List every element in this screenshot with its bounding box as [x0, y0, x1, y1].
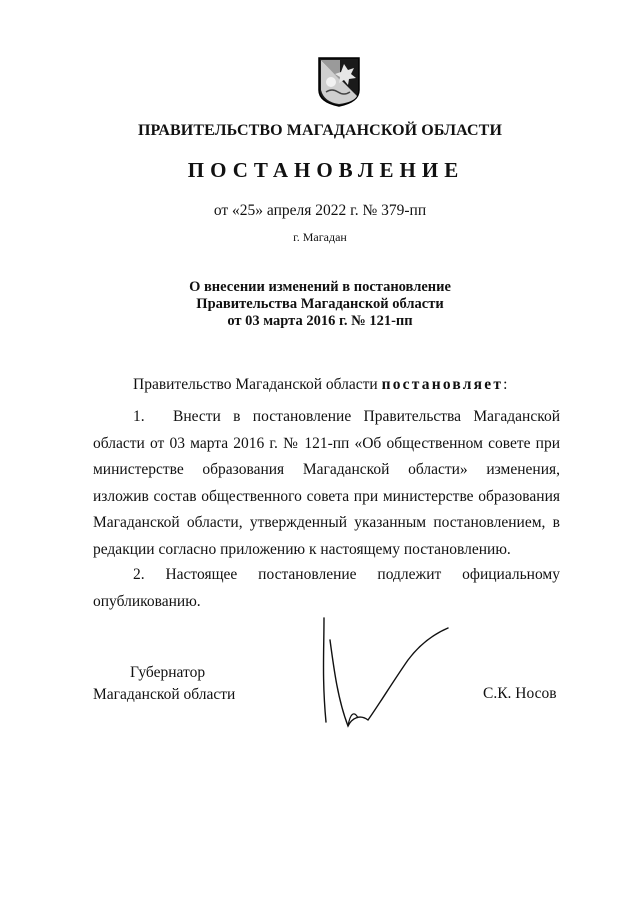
coat-of-arms-icon — [316, 56, 362, 108]
intro-colon: : — [503, 376, 508, 393]
document-city: г. Магадан — [293, 230, 347, 244]
signatory-title — [93, 662, 235, 706]
signatory-title-line: Магаданской области — [93, 686, 236, 703]
document-type: ПОСТАНОВЛЕНИЕ — [187, 158, 465, 182]
signatory-title-line: Губернатор — [130, 664, 206, 681]
document-subject — [0, 279, 640, 330]
item-word: подлежит — [377, 566, 442, 583]
item-2-first-line — [93, 562, 560, 589]
document-date-number: от «25» апреля 2022 г. № 379-пп — [213, 202, 427, 219]
intro-resolves-word: постановляет — [381, 376, 504, 393]
subject-line: от 03 марта 2016 г. № 121-пп — [227, 313, 413, 329]
government-title: ПРАВИТЕЛЬСТВО МАГАДАНСКОЙ ОБЛАСТИ — [137, 122, 502, 139]
item-number: 1. — [133, 408, 145, 425]
item-word: официальному — [462, 566, 560, 583]
resolution-item-1 — [93, 404, 560, 563]
intro-paragraph — [133, 376, 507, 394]
item-word: постановление — [258, 566, 357, 583]
item-2-second-line: опубликованию. — [93, 592, 201, 610]
intro-lead-text: Правительство Магаданской области — [133, 376, 378, 393]
item-word: Настоящее — [165, 566, 238, 583]
signatory-name: С.К. Носов — [483, 685, 557, 702]
resolution-item-2 — [93, 562, 560, 615]
subject-line: Правительства Магаданской области — [196, 296, 444, 312]
item-number: 2. — [133, 566, 145, 583]
subject-line: О внесении изменений в постановление — [189, 279, 451, 295]
item-text: Внести в постановление Правительства Магаданской области от 03 марта 2016 г. № 121-пп «Об общественном совете при министерстве образования Магаданской области» изменения, изложив состав общественного совета при министерстве образования Магаданской области, утвержденный указанным постановлением, в редакции согласно приложению к настоящему постановлению. — [93, 408, 560, 558]
handwritten-signature-icon — [308, 610, 458, 740]
